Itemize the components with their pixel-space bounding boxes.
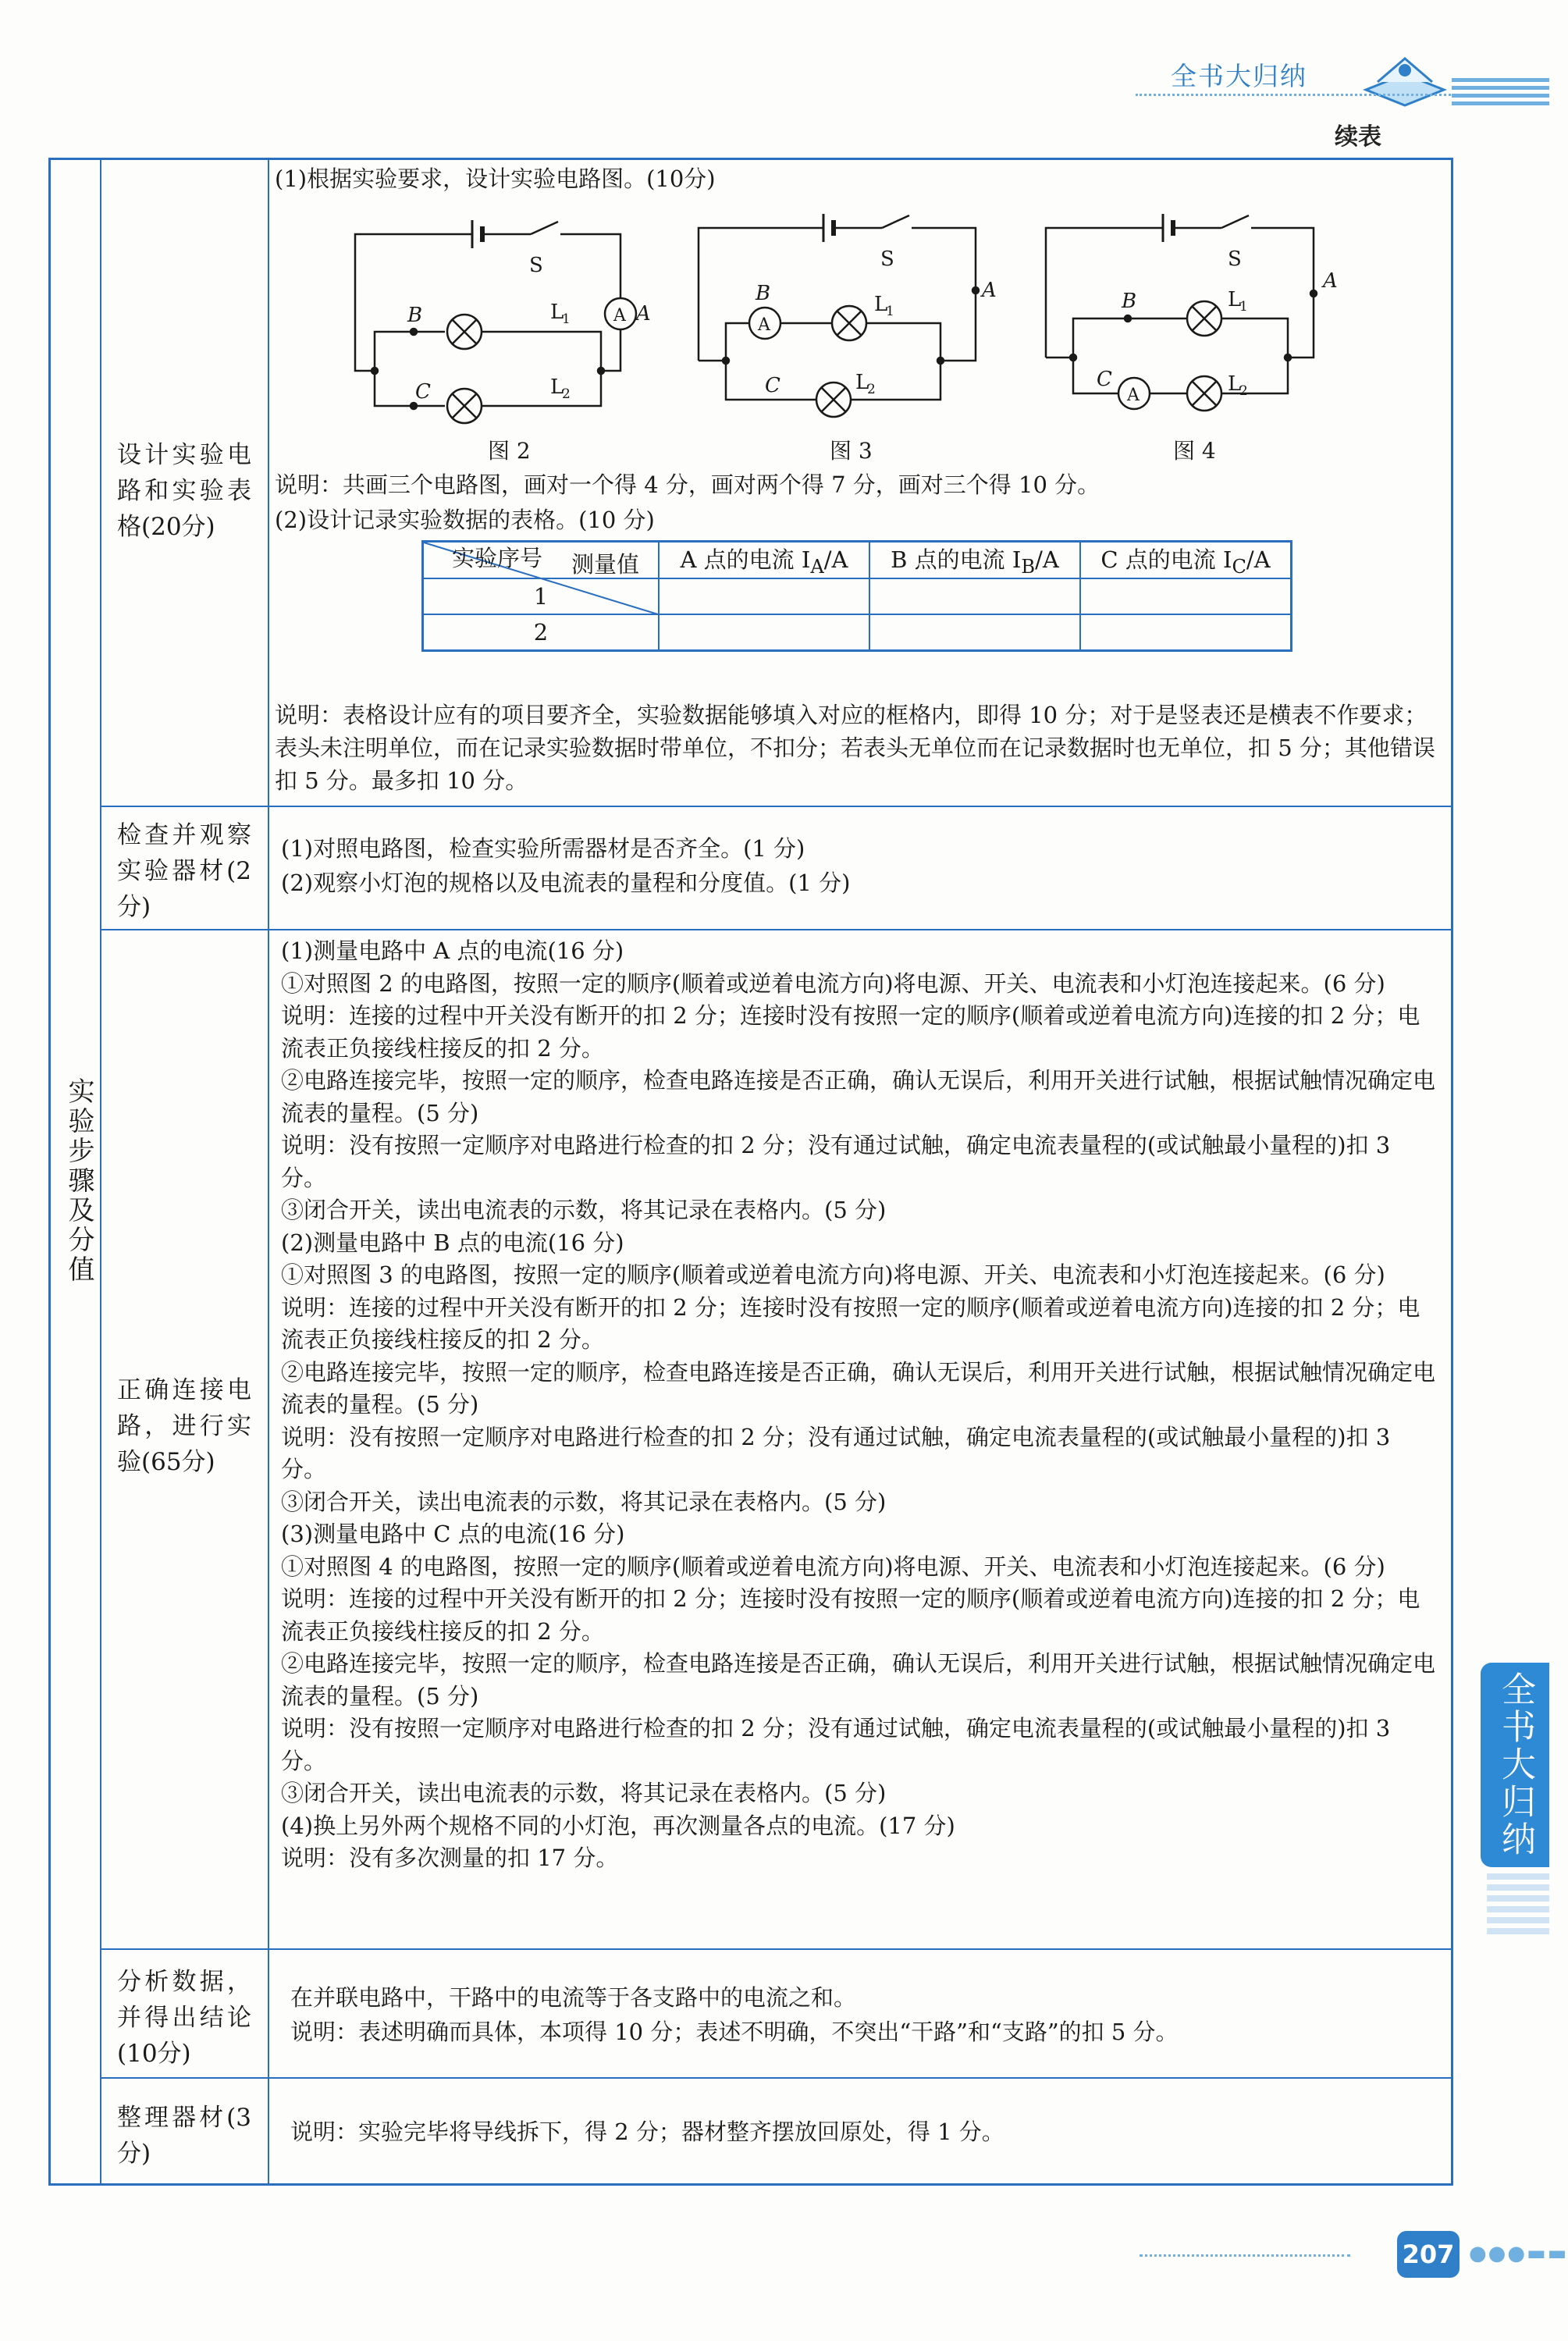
row-label-connect: 正确连接电路，进行实验(65分) [117, 1376, 251, 1476]
side-category: 实验步骤及分值 [63, 1077, 94, 1285]
svg-text:A: A [758, 315, 770, 335]
row-label-design: 设计实验电路和实验表格(20分) [117, 441, 251, 541]
header-measure: 测量值 [571, 551, 639, 578]
row-label-analyze: 分析数据，并得出结论(10分) [117, 1968, 251, 2068]
side-tab-stripes [1487, 1873, 1549, 1939]
step-line: ③闭合开关，读出电流表的示数，将其记录在表格内。(5 分) [281, 1780, 887, 1806]
col-divider-1 [100, 158, 101, 2186]
design-line-1: (1)根据实验要求，设计实验电路图。(10分) [275, 165, 716, 192]
step-line: 说明：连接的过程中开关没有断开的扣 2 分；连接时没有按照一定的顺序(顺着或逆着电流方向)连接的扣 2 分；电流表正负接线柱接反的扣 2 分。 [281, 1002, 1420, 1062]
lamp1-sub: 1 [1239, 299, 1248, 315]
row-divider-3 [100, 1948, 1453, 1950]
header-trial: 实验序号 [452, 544, 543, 571]
header-title: 全书大归纳 [1171, 61, 1307, 91]
side-tab: 全书大归纳 [1481, 1663, 1549, 1867]
point-b-label: B [407, 304, 423, 327]
figure-4-caption: 图 4 [1173, 438, 1216, 464]
step-line: 说明：连接的过程中开关没有断开的扣 2 分；连接时没有按照一定的顺序(顺着或逆着电流方向)连接的扣 2 分；电流表正负接线柱接反的扣 2 分。 [281, 1585, 1420, 1645]
circuit-fig-3 [687, 205, 999, 415]
step-line: (4)换上另外两个规格不同的小灯泡，再次测量各点的电流。(17 分) [281, 1812, 955, 1839]
col-divider-2 [268, 158, 269, 2186]
analyze-line-1: 在并联电路中，干路中的电流等于各支路中的电流之和。 [290, 1984, 857, 2011]
footer-dots: ●●●▬▬ [1469, 2242, 1568, 2265]
design-note-2: 说明：表格设计应有的项目要齐全，实验数据能够填入对应的框格内，即得 10 分；对于是竖表还是横表不作要求；表头未注明单位，而在记录实验数据时带单位，不扣分；若表头无单位而在记录数据时也无单位，扣 5 分；其他错误扣 5 分。最多扣 10 分。 [275, 702, 1435, 794]
point-c-label: C [415, 380, 431, 404]
point-a-label: A [636, 302, 651, 326]
data-table [421, 540, 1292, 652]
svg-text:A: A [613, 306, 626, 326]
row-label-check: 检查并观察实验器材(2分) [117, 821, 251, 921]
tidy-line-1: 说明：实验完毕将导线拆下，得 2 分；器材整齐摆放回原处，得 1 分。 [290, 2119, 1004, 2145]
point-a-label: A [982, 279, 997, 302]
analyze-line-2: 说明：表述明确而具体，本项得 10 分；表述不明确，不突出“干路”和“支路”的扣 5 分。 [290, 2019, 1179, 2045]
switch-label: S [880, 247, 894, 271]
footer-rule [1140, 2254, 1350, 2257]
lamp2-label: L [550, 375, 564, 399]
step-line: ②电路连接完毕，按照一定的顺序，检查电路连接是否正确，确认无误后，利用开关进行试触，根据试触情况确定电流表的量程。(5 分) [281, 1067, 1436, 1126]
book-icon [1358, 43, 1452, 113]
step-line: ①对照图 3 的电路图，按照一定的顺序(顺着或逆着电流方向)将电源、开关、电流表和小灯泡连接起来。(6 分) [281, 1261, 1385, 1288]
point-b-label: B [756, 282, 771, 305]
check-line-2: (2)观察小灯泡的规格以及电流表的量程和分度值。(1 分) [281, 870, 851, 896]
step-line: 说明：没有按照一定顺序对电路进行检查的扣 2 分；没有通过试触，确定电流表量程的(或试触最小量程的)扣 3 分。 [281, 1423, 1391, 1482]
switch-label: S [529, 254, 543, 277]
point-a-label: A [1323, 269, 1338, 293]
step-line: ①对照图 2 的电路图，按照一定的顺序(顺着或逆着电流方向)将电源、开关、电流表和小灯泡连接起来。(6 分) [281, 969, 1385, 997]
lamp1-sub: 1 [562, 311, 571, 327]
step-line: ③闭合开关，读出电流表的示数，将其记录在表格内。(5 分) [281, 1488, 887, 1515]
circuit-fig-2 [343, 211, 651, 422]
lamp1-sub: 1 [886, 304, 894, 319]
step-line: 说明：没有按照一定顺序对电路进行检查的扣 2 分；没有通过试触，确定电流表量程的(或试触最小量程的)扣 3 分。 [281, 1132, 1391, 1191]
table-row: 1 [423, 578, 1292, 614]
col-a-header: A 点的电流 $I_A/A$ [659, 542, 869, 578]
col-b-header: B 点的电流 $I_B/A$ [869, 542, 1080, 578]
lamp2-label: L [855, 371, 869, 394]
row-label-tidy: 整理器材(3分) [117, 2104, 251, 2168]
svg-text:A: A [1127, 386, 1140, 405]
check-line-1: (1)对照电路图，检查实验所需器材是否齐全。(1 分) [281, 835, 805, 862]
step-line: (3)测量电路中 C 点的电流(16 分) [281, 1521, 625, 1547]
figure-2-caption: 图 2 [488, 438, 531, 464]
step-line: ①对照图 4 的电路图，按照一定的顺序(顺着或逆着电流方向)将电源、开关、电流表和小灯泡连接起来。(6 分) [281, 1553, 1385, 1580]
col-c-header: C 点的电流 $I_C/A$ [1080, 542, 1292, 578]
row-divider-1 [100, 806, 1453, 807]
figure-3-caption: 图 3 [830, 438, 873, 464]
point-c-label: C [765, 374, 780, 397]
step-line: (2)测量电路中 B 点的电流(16 分) [281, 1229, 624, 1256]
design-line-2: (2)设计记录实验数据的表格。(10 分) [275, 507, 655, 533]
circuit-fig-4 [1034, 209, 1346, 420]
step-line: ②电路连接完毕，按照一定的顺序，检查电路连接是否正确，确认无误后，利用开关进行试触，根据试触情况确定电流表的量程。(5 分) [281, 1358, 1436, 1418]
lamp1-label: L [550, 301, 564, 324]
design-note-1: 说明：共画三个电路图，画对一个得 4 分，画对两个得 7 分，画对三个得 10 分。 [275, 471, 1100, 498]
step-line: 说明：连接的过程中开关没有断开的扣 2 分；连接时没有按照一定的顺序(顺着或逆着电流方向)连接的扣 2 分；电流表正负接线柱接反的扣 2 分。 [281, 1293, 1420, 1353]
row-divider-2 [100, 929, 1453, 930]
connect-steps [281, 935, 1440, 1875]
lamp1-label: L [1228, 288, 1242, 311]
point-b-label: B [1122, 290, 1137, 313]
step-line: ②电路连接完毕，按照一定的顺序，检查电路连接是否正确，确认无误后，利用开关进行试触，根据试触情况确定电流表的量程。(5 分) [281, 1650, 1436, 1709]
data-table-corner [423, 542, 660, 578]
step-line: 说明：没有按照一定顺序对电路进行检查的扣 2 分；没有通过试触，确定电流表量程的(或试触最小量程的)扣 3 分。 [281, 1715, 1391, 1774]
header-stripes [1452, 78, 1549, 109]
switch-label: S [1228, 247, 1242, 271]
step-line: 说明：没有多次测量的扣 17 分。 [281, 1845, 619, 1871]
step-line: ③闭合开关，读出电流表的示数，将其记录在表格内。(5 分) [281, 1197, 887, 1223]
lamp1-label: L [874, 293, 888, 316]
lamp2-label: L [1228, 372, 1242, 396]
lamp2-sub: 2 [867, 382, 876, 397]
point-c-label: C [1097, 368, 1112, 391]
table-row: 2 [423, 614, 1292, 651]
lamp2-sub: 2 [1239, 383, 1248, 399]
step-line: (1)测量电路中 A 点的电流(16 分) [281, 937, 624, 964]
row-divider-4 [100, 2077, 1453, 2079]
continued-label: 续表 [1335, 123, 1381, 151]
lamp2-sub: 2 [562, 386, 571, 402]
page-number: 207 [1397, 2231, 1460, 2278]
